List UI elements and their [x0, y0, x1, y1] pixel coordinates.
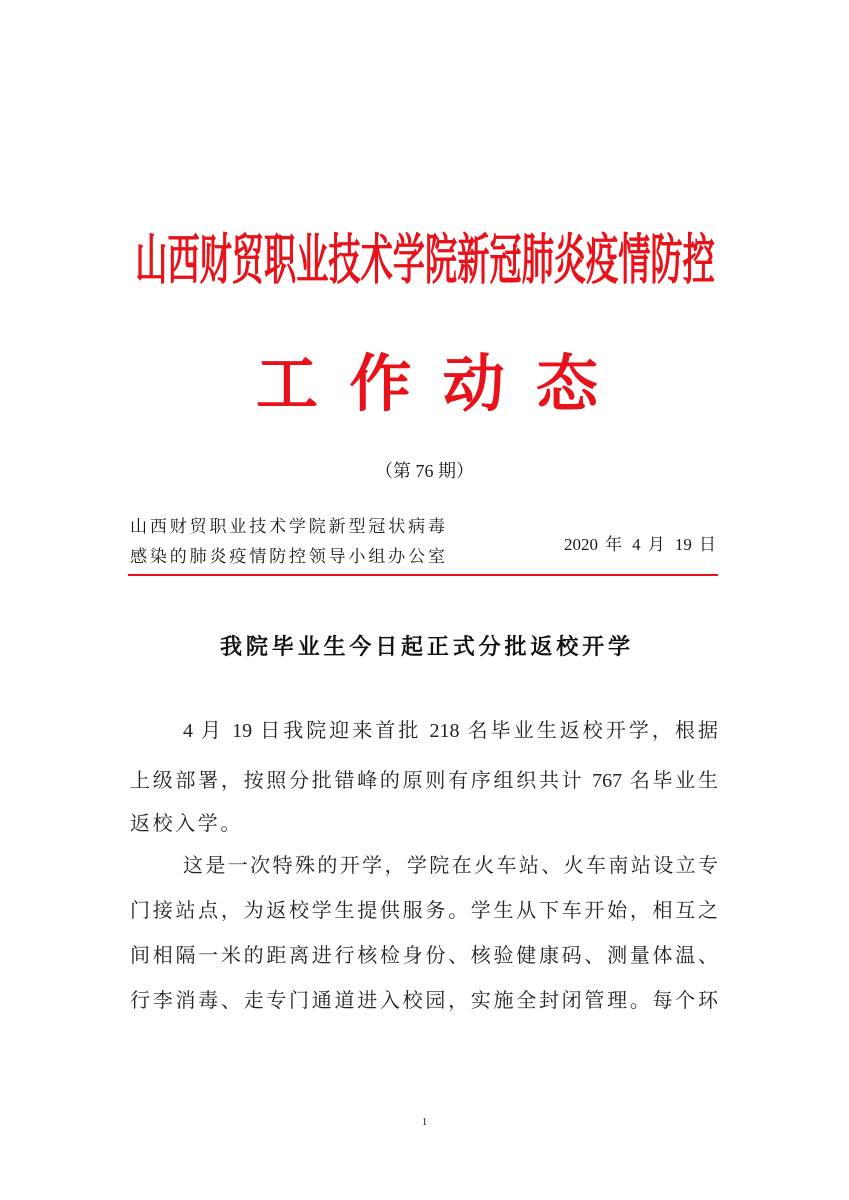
issuer-line-1: 山西财贸职业技术学院新型冠状病毒 — [130, 517, 445, 536]
paragraph-2-line-2: 门接站点，为返校学生提供服务。学生从下车开始，相互之 — [130, 900, 718, 922]
issue-number: （第 76 期） — [375, 461, 474, 481]
page-number: 1 — [421, 1116, 428, 1128]
article-headline: 我院毕业生今日起正式分批返校开学 — [220, 634, 630, 659]
masthead-org-title — [0, 230, 849, 291]
paragraph-1-line-3: 返校入学。 — [130, 813, 243, 835]
issue-date: 2020 年 4 月 19 日 — [564, 535, 716, 554]
paragraph-1-line-2: 上级部署，按照分批错峰的原则有序组织共计 767 名毕业生 — [130, 770, 718, 792]
masthead-org-title-text: 山西财贸职业技术学院新冠肺炎疫情防控 — [134, 230, 715, 291]
paragraph-2-line-3: 间相隔一米的距离进行核检身份、核验健康码、测量体温、 — [130, 945, 718, 967]
paragraph-1-line-1: 4 月 19 日我院迎来首批 218 名毕业生返校开学，根据 — [183, 720, 718, 742]
red-divider-rule — [128, 574, 718, 576]
paragraph-2-line-1: 这是一次特殊的开学，学院在火车站、火车南站设立专 — [183, 855, 718, 877]
paragraph-2-line-4: 行李消毒、走专门通道进入校园，实施全封闭管理。每个环 — [130, 990, 718, 1012]
issuer-line-2: 感染的肺炎疫情防控领导小组办公室 — [130, 547, 445, 566]
publication-title: 工作动态 — [256, 351, 598, 419]
